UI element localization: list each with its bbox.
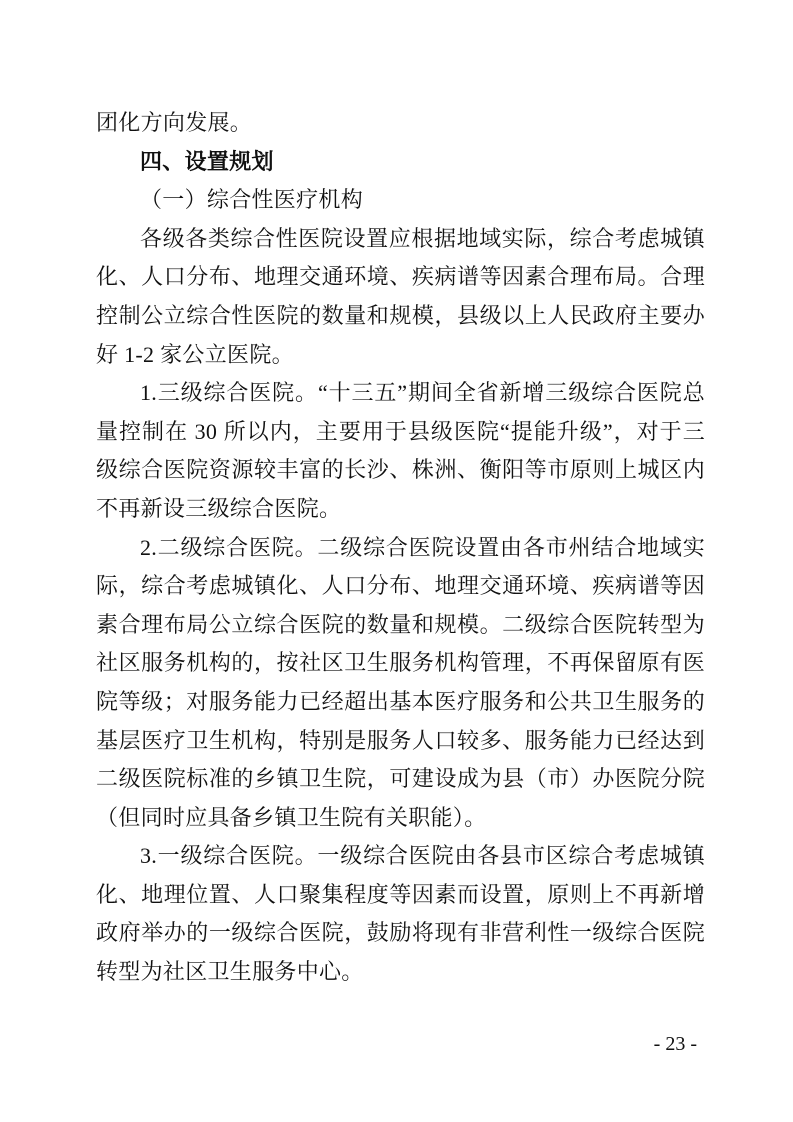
page-number: - 23 -	[653, 1033, 697, 1055]
subsection-heading: （一）综合性医疗机构	[140, 187, 364, 213]
paragraph: 各级各类综合性医院设置应根据地域实际，综合考虑城镇化、人口分布、地理交通环境、疾病谱等因素合理布局。合理控制公立综合性医院的数量和规模，县级以上人民政府主要办好 1-2 家公立医院。	[96, 225, 705, 367]
paragraph: 1.三级综合医院。“十三五”期间全省新增三级综合医院总量控制在 30 所以内，主要用于县级医院“提能升级”，对于三级综合医院资源较丰富的长沙、株洲、衡阳等市原则上城区内不再新设三级综合医院。	[96, 380, 705, 521]
paragraph: 2.二级综合医院。二级综合医院设置由各市州结合地域实际，综合考虑城镇化、人口分布、地理交通环境、疾病谱等因素合理布局公立综合医院的数量和规模。二级综合医院转型为社区服务机构的，按社区卫生服务机构管理，不再保留原有医院等级；对服务能力已经超出基本医疗服务和公共卫生服务的基层医疗卫生机构，特别是服务人口较多、服务能力已经达到二级医院标准的乡镇卫生院，可建设成为县（市）办医院分院（但同时应具备乡镇卫生院有关职能）。	[96, 534, 705, 830]
paragraph: 3.一级综合医院。一级综合医院由各县市区综合考虑城镇化、地理位置、人口聚集程度等因素而设置，原则上不再新增政府举办的一级综合医院，鼓励将现有非营利性一级综合医院转型为社区卫生服务中心。	[96, 843, 705, 985]
section-heading: 四、设置规划	[140, 148, 274, 174]
document-body	[96, 104, 705, 992]
paragraph-continuation: 团化方向发展。	[96, 110, 253, 135]
